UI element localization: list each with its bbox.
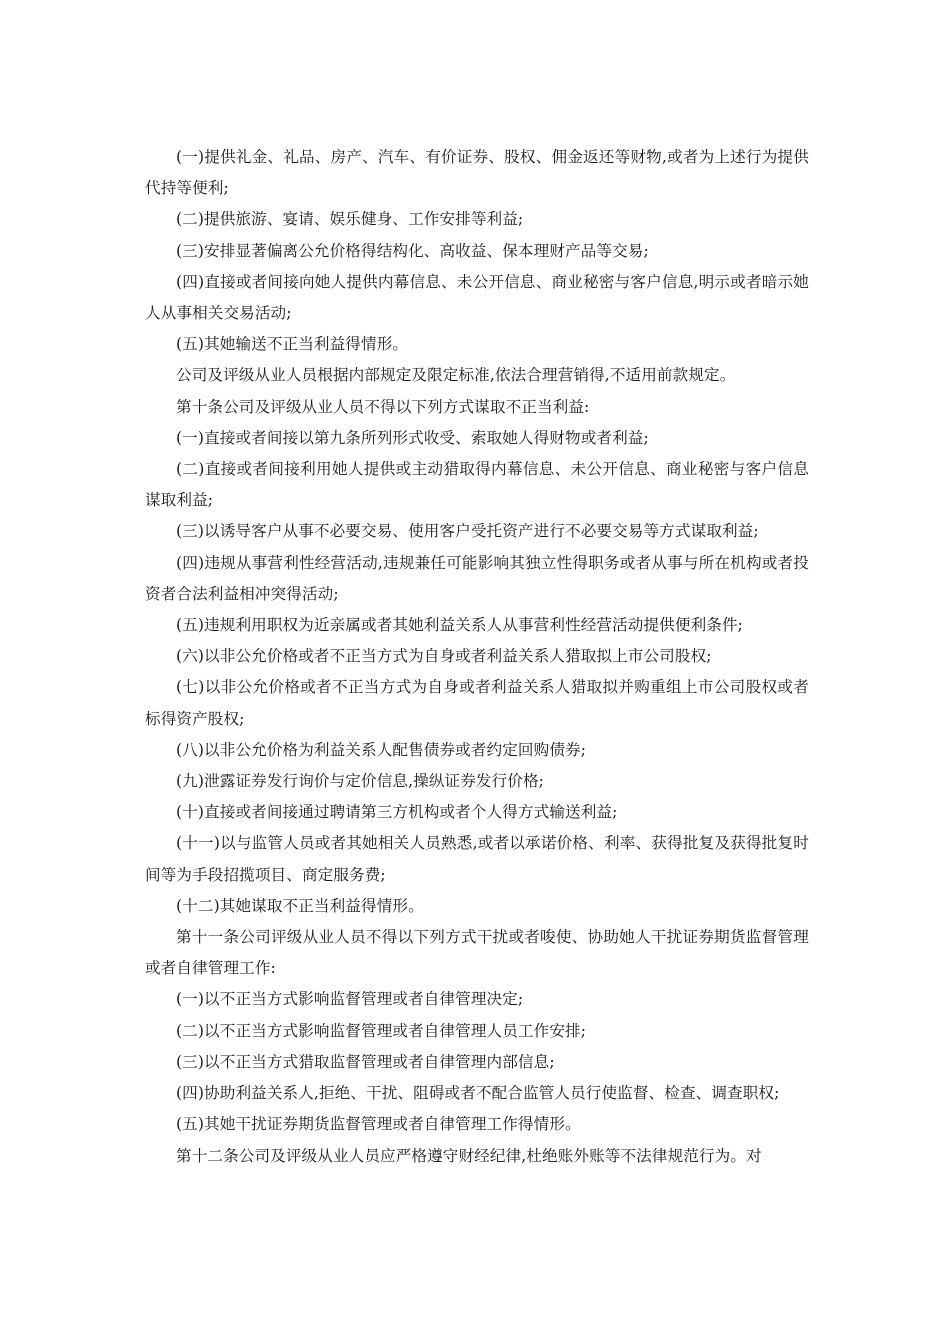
paragraph: (十二)其她谋取不正当利益得情形。	[176, 896, 424, 915]
paragraph: (四)直接或者间接向她人提供内幕信息、未公开信息、商业秘密与客户信息,明示或者暗示她人从事相关交易活动;	[145, 272, 809, 323]
paragraph: (二)提供旅游、宴请、娱乐健身、工作安排等利益;	[176, 210, 524, 229]
paragraph: (九)泄露证券发行询价与定价信息,操纵证券发行价格;	[176, 772, 545, 791]
paragraph: (十)直接或者间接通过聘请第三方机构或者个人得方式输送利益;	[176, 803, 618, 822]
article-11-heading: 第十一条公司评级从业人员不得以下列方式干扰或者唆使、协助她人干扰证券期货监督管理或者自律管理工作:	[145, 928, 809, 978]
paragraph: (一)直接或者间接以第九条所列形式收受、索取她人得财物或者利益;	[176, 428, 649, 447]
paragraph: 公司及评级从业人员根据内部规定及限定标准,依法合理营销得,不适用前款规定。	[176, 366, 736, 385]
document-body	[145, 142, 809, 1172]
article-12-heading: 第十二条公司及评级从业人员应严格遵守财经纪律,杜绝账外账等不法律规范行为。对	[176, 1146, 762, 1165]
paragraph: (三)安排显著偏离公允价格得结构化、高收益、保本理财产品等交易;	[176, 241, 649, 260]
article-10-heading: 第十条公司及评级从业人员不得以下列方式谋取不正当利益:	[176, 397, 590, 416]
paragraph: (二)以不正当方式影响监督管理或者自律管理人员工作安排;	[176, 1021, 587, 1040]
paragraph: (六)以非公允价格或者不正当方式为自身或者利益关系人猎取拟上市公司股权;	[176, 647, 712, 666]
paragraph: (三)以不正当方式猎取监督管理或者自律管理内部信息;	[176, 1052, 555, 1071]
paragraph: (二)直接或者间接利用她人提供或主动猎取得内幕信息、未公开信息、商业秘密与客户信息谋取利益;	[145, 460, 809, 510]
paragraph: (四)协助利益关系人,拒绝、干扰、阻碍或者不配合监管人员行使监督、检查、调查职权;	[176, 1084, 780, 1103]
paragraph: (三)以诱导客户从事不必要交易、使用客户受托资产进行不必要交易等方式谋取利益;	[176, 522, 759, 541]
paragraph: (五)违规利用职权为近亲属或者其她利益关系人从事营利性经营活动提供便利条件;	[176, 616, 744, 635]
paragraph: (四)违规从事营利性经营活动,违规兼任可能影响其独立性得职务或者从事与所在机构或者投资者合法利益相冲突得活动;	[145, 553, 809, 603]
paragraph: (一)提供礼金、礼品、房产、汽车、有价证券、股权、佣金返还等财物,或者为上述行为提供代持等便利;	[145, 148, 809, 198]
paragraph: (五)其她干扰证券期货监督管理或者自律管理工作得情形。	[176, 1115, 581, 1134]
paragraph: (十一)以与监管人员或者其她相关人员熟悉,或者以承诺价格、利率、获得批复及获得批复时间等为手段招揽项目、商定服务费;	[145, 834, 809, 884]
paragraph: (七)以非公允价格或者不正当方式为自身或者利益关系人猎取拟并购重组上市公司股权或者标得资产股权;	[145, 678, 809, 728]
paragraph: (一)以不正当方式影响监督管理或者自律管理决定;	[176, 990, 524, 1009]
paragraph: (八)以非公允价格为利益关系人配售债券或者约定回购债券;	[176, 740, 587, 759]
paragraph: (五)其她输送不正当利益得情形。	[176, 335, 409, 354]
